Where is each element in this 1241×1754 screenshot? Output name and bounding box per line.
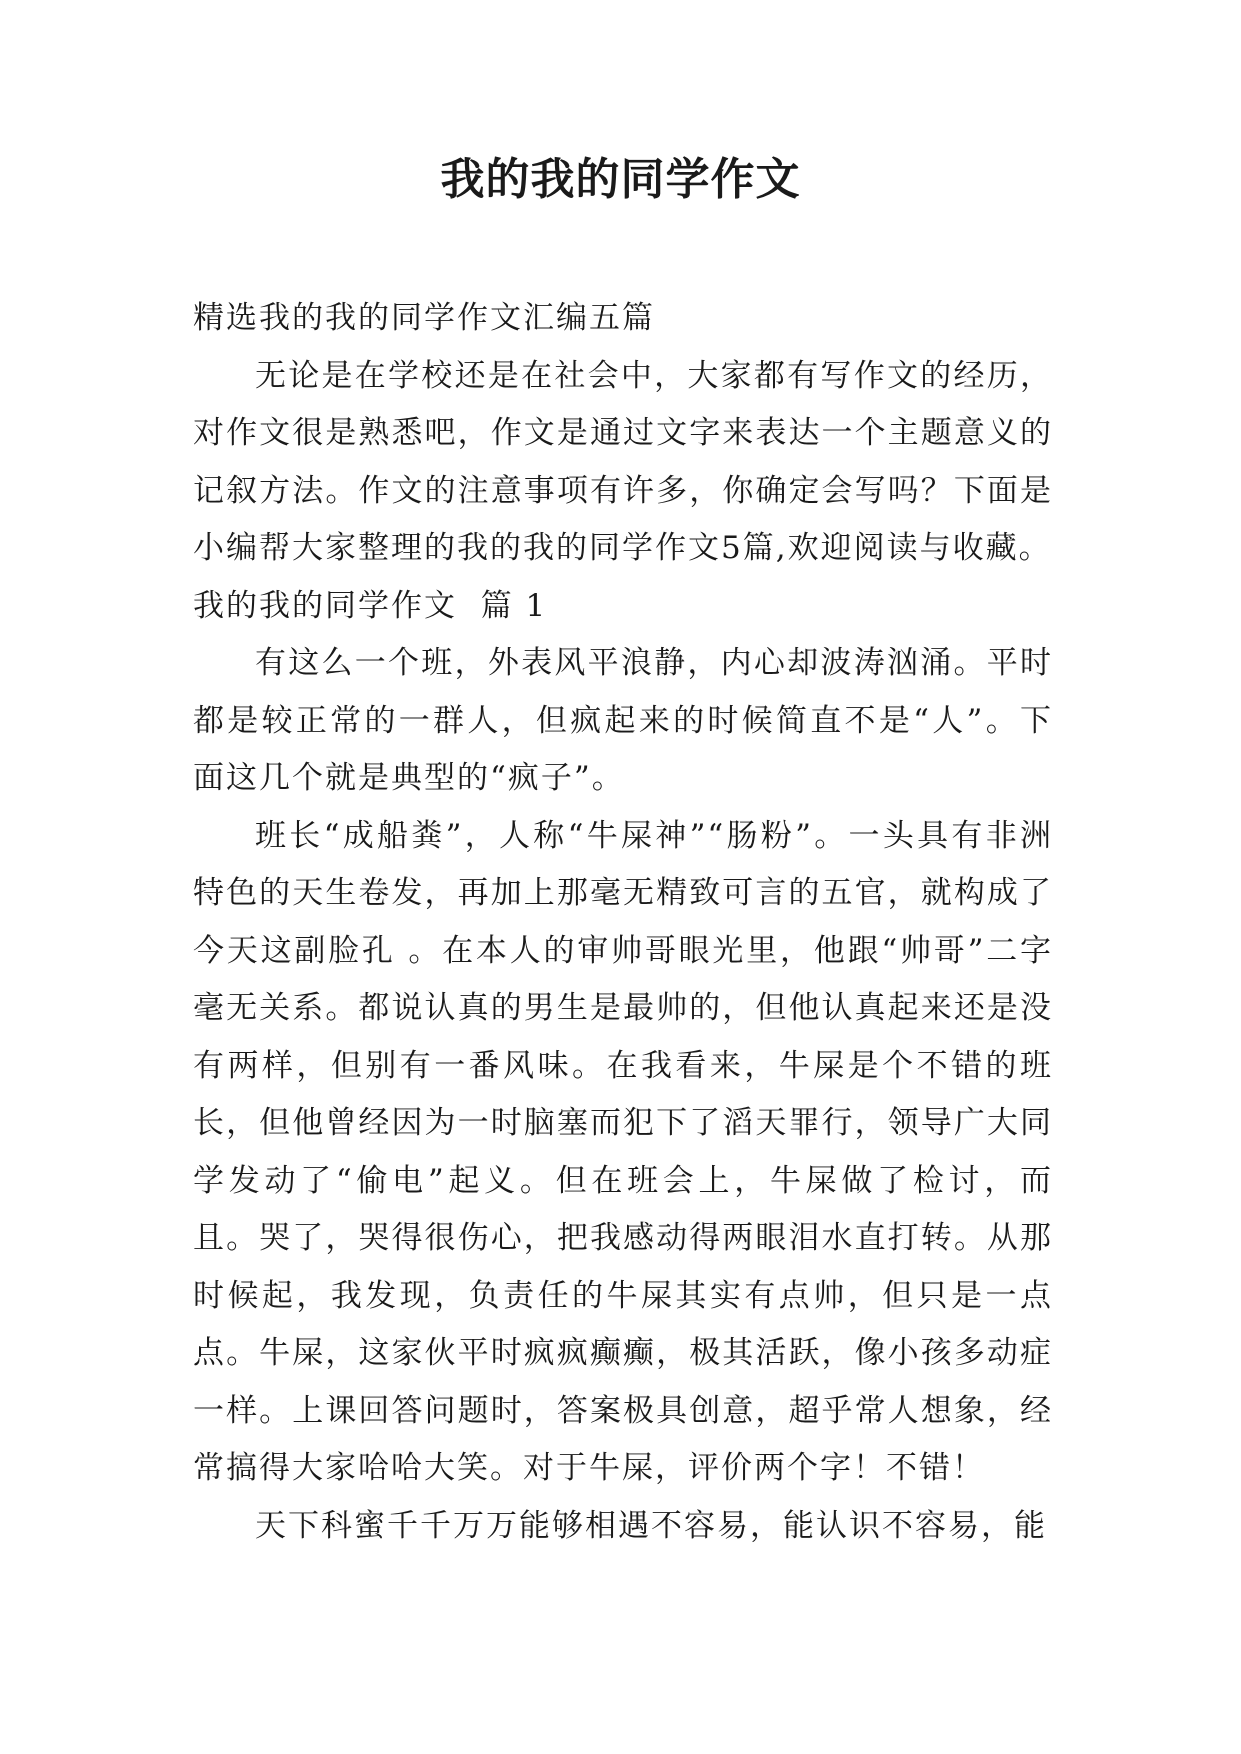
document-title: 我的我的同学作文: [440, 154, 801, 205]
intro-paragraph: 无论是在学校还是在社会中，大家都有写作文的经历，对作文很是熟悉吧，作文是通过文字来表达一个主题意义的记叙方法。作文的注意事项有许多，你确定会写吗？下面是小编帮大家整理的我的我的同学作文5篇,欢迎阅读与收藏。: [193, 357, 1053, 566]
document-body: [193, 290, 1053, 1555]
body-paragraph: 班长“成船粪”，人称“牛屎神”“肠粉”。一头具有非洲特色的天生卷发，再加上那毫无精致可言的五官，就构成了今天这副脸孔 。在本人的审帅哥眼光里，他跟“帅哥”二字毫无关系。都说认真的男生是最帅的，但他认真起来还是没有两样，但别有一番风味。在我看来，牛屎是个不错的班长，但他曾经因为一时脑塞而犯下了滔天罪行，领导广大同学发动了“偷电”起义。但在班会上，牛屎做了检讨，而且。哭了，哭得很伤心，把我感动得两眼泪水直打转。从那时候起，我发现，负责任的牛屎其实有点帅，但只是一点点。牛屎，这家伙平时疯疯癫癫，极其活跃，像小孩多动症一样。上课回答问题时，答案极具创意，超乎常人想象，经常搞得大家哈哈大笑。对于牛屎，评价两个字！不错！: [193, 817, 1053, 1486]
document-subtitle: 精选我的我的同学作文汇编五篇: [193, 300, 655, 336]
body-paragraph: 天下科蜜千千万万能够相遇不容易，能认识不容易，能: [255, 1507, 1047, 1544]
body-paragraph: 有这么一个班，外表风平浪静，内心却波涛汹涌。平时都是较正常的一群人，但疯起来的时候简直不是“人”。下面这几个就是典型的“疯子”。: [193, 645, 1053, 796]
section-heading: 我的我的同学作文 篇 1: [193, 587, 548, 624]
